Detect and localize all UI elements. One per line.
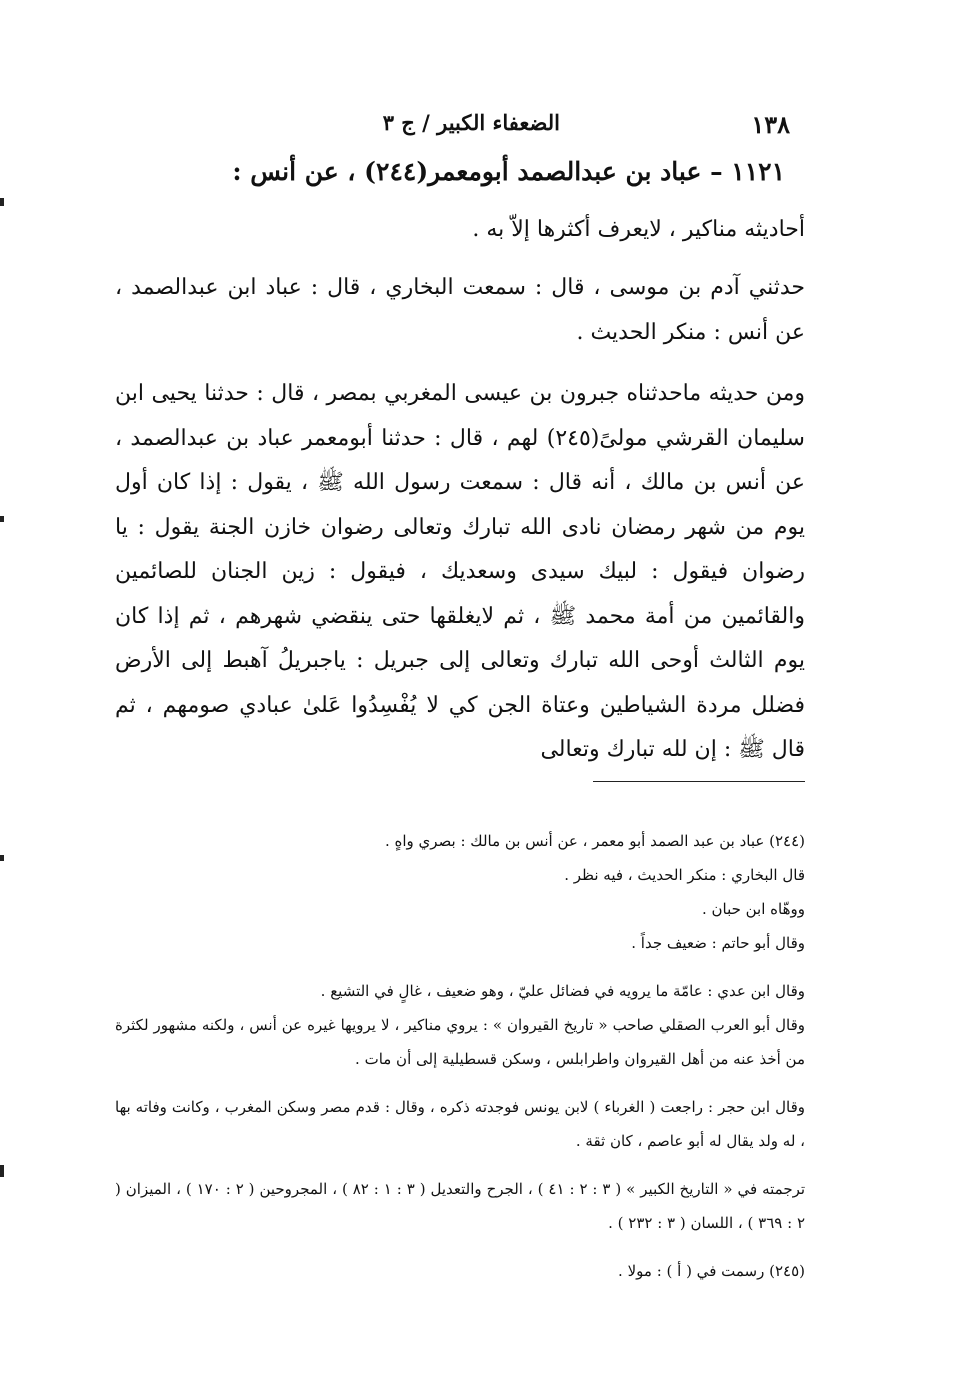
paragraph-text: أحاديثه مناكير ، لايعرف أكثرها إلاّ به . xyxy=(472,217,805,242)
paragraph-text: ومن حديثه ماحدثناه جبرون بن عيسى المغربي بمصر ، قال : حدثنا يحيى ابن سليمان القرشي مولىً(٢٤٥) لهم ، قال : حدثنا أبومعمر عباد بن عبدالصمد ، عن أنس بن مالك ، أنه قال : سمعت رسول الله ﷺ ، يقول : إذا كان أول يوم من شهر رمضان نادى الله تبارك وتعالى رضوان خازن الجنة يقول : يا رضوان فيقول : لبيك سيدى وسعديك ، فيقول : زين الجنان للصائمين والقائمين من أمة محمد ﷺ ، ثم لايغلقها حتى ينقضي شهرهم ، ثم إذا كان يوم الثالث أوحى الله تبارك وتعالى إلى جبريل : ياجبريلُ آهبط إلى الأرض فضلل مردة الشياطين وعتاة الجن كي لا يُفْسِدُوا عَلىٰ عبادي صومهم ، ثم قال ﷺ : إن لله تبارك وتعالى xyxy=(115,381,805,762)
body-paragraph xyxy=(115,208,805,253)
scan-edge-mark xyxy=(0,198,4,206)
scan-edge-mark xyxy=(0,516,4,522)
body-paragraph xyxy=(115,372,805,773)
scan-edge-mark xyxy=(0,855,4,861)
page-number: ١٣٨ xyxy=(751,110,790,139)
footnote-line: قال البخاري : منكر الحديث ، فيه نظر . xyxy=(564,866,805,884)
footnote-line: (٢٤٥) رسمت في ( أ ) : مولا . xyxy=(618,1262,805,1280)
footnote-line: وقال أبو حاتم : ضعيف جداً . xyxy=(631,934,805,952)
body-paragraph xyxy=(115,266,805,355)
footnote-line: ترجمته في « التاريخ الكبير » ( ٣ : ٢ : ٤١ ) ، الجرح والتعديل ( ٣ : ١ : ٨٢ ) ، المجروحين ( ٢ : ١٧٠ ) ، الميزان ( ٢ : ٣٦٩ ) ، اللسان ( ٣ : ٢٣٢ ) . xyxy=(115,1180,806,1232)
footnotes xyxy=(115,824,805,1288)
footnote-line: (٢٤٤) عباد بن عبد الصمد أبو معمر ، عن أنس بن مالك : بصري واهٍ . xyxy=(384,832,805,850)
paragraph-text: حدثني آدم بن موسى ، قال : سمعت البخاري ، قال : عباد ابن عبدالصمد ، عن أنس : منكر الحديث . xyxy=(115,275,805,345)
scan-edge-mark xyxy=(0,1165,4,1177)
footnote-line: ووهّاه ابن حبان . xyxy=(701,900,805,918)
footnote-line: وقال أبو العرب الصقلي صاحب « تاريخ القيروان » : يروي مناكير ، لا يرويها غيره عن أنس ، ولكنه مشهور لكثرة من أخذ عنه من أهل القيروان واطرابلس ، وسكن قسطيلية إلى أن مات . xyxy=(115,1016,805,1068)
page-header xyxy=(110,106,790,146)
footnote-line: وقال ابن حجر : راجعت ( الغرباء ) لابن يونس فوجدته ذكره ، وقال : قدم مصر وسكن المغرب ، وكانت وفاته بها ، له ولد يقال له أبو عاصم ، كان ثقة . xyxy=(115,1098,805,1150)
footnote-separator xyxy=(593,781,805,782)
entry-heading: ١١٢١ – عباد بن عبدالصمد أبومعمر(٢٤٤) ، عن أنس : xyxy=(232,157,785,186)
footnote-line: وقال ابن عدي : عامّة ما يرويه في فضائل عليّ ، وهو ضعيف ، غالٍ في التشيع . xyxy=(320,982,805,1000)
running-title: الضعفاء الكبير / ج ٣ xyxy=(382,110,560,135)
